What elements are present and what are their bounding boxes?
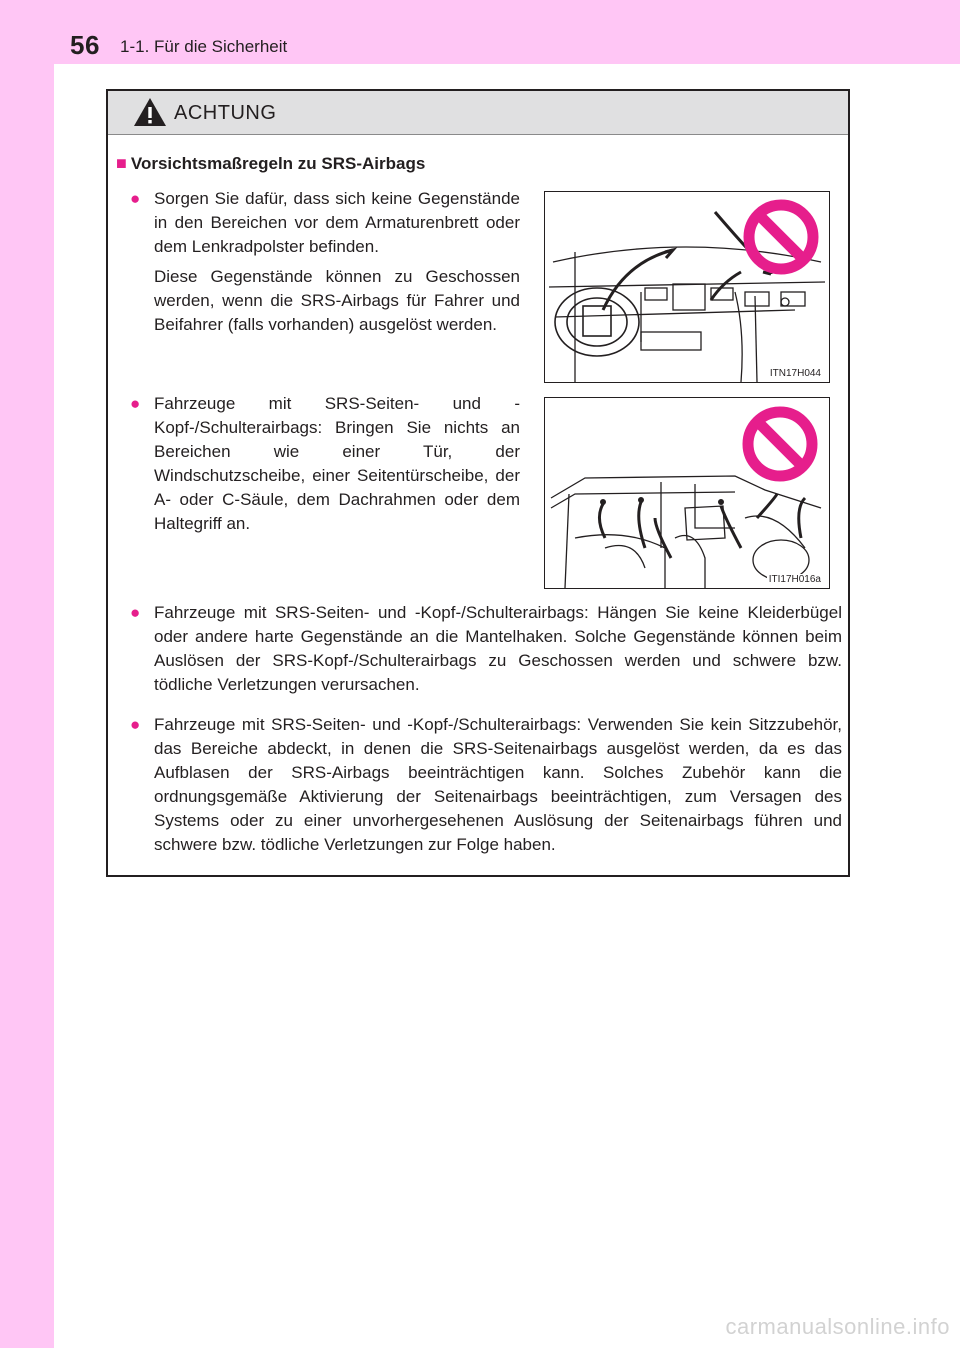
interior-illustration bbox=[544, 397, 830, 589]
square-bullet-icon: ■ bbox=[116, 153, 127, 173]
section-title: 1-1. Für die Sicherheit bbox=[120, 37, 288, 56]
prohibition-icon bbox=[748, 412, 812, 476]
circle-bullet-icon: ● bbox=[130, 603, 141, 622]
prohibition-icon bbox=[749, 205, 813, 269]
interior-drawing bbox=[545, 398, 829, 588]
circle-bullet-icon: ● bbox=[130, 715, 141, 734]
dashboard-illustration bbox=[544, 191, 830, 383]
item-paragraph: Fahrzeuge mit SRS-Seiten- und -Kopf-/Schulterairbags: Bringen Sie nichts an Bereichen wie einer Tür, der Windschutzscheibe, einer Seitentürscheibe, der A- oder C-Säule, dem Dachrahmen oder dem Haltegriff an. bbox=[154, 394, 520, 533]
section-heading bbox=[116, 153, 425, 174]
item-paragraph: Sorgen Sie dafür, dass sich keine Gegenstände in den Bereichen vor dem Armaturenbrett oder dem Lenkradpolster befinden. bbox=[154, 189, 520, 256]
figure-code: ITN17H044 bbox=[769, 368, 821, 379]
warning-header bbox=[108, 91, 848, 135]
section-heading-text: Vorsichtsmaßregeln zu SRS-Airbags bbox=[130, 154, 426, 173]
side-color-band bbox=[0, 0, 54, 1348]
warning-label: ACHTUNG bbox=[174, 102, 277, 124]
list-item bbox=[130, 601, 842, 697]
item-paragraph: Diese Gegenstände können zu Geschossen werden, wenn die SRS-Airbags für Fahrer und Beifahrer (falls vorhanden) ausgelöst werden. bbox=[154, 267, 520, 334]
figure-code: ITI17H016a bbox=[768, 574, 821, 585]
list-item bbox=[130, 187, 520, 337]
list-item bbox=[130, 713, 842, 857]
watermark: carmanualsonline.info bbox=[725, 1314, 950, 1339]
warning-box bbox=[106, 89, 850, 877]
warning-triangle-icon bbox=[132, 96, 168, 128]
circle-bullet-icon: ● bbox=[130, 189, 141, 208]
item-paragraph: Fahrzeuge mit SRS-Seiten- und -Kopf-/Schulterairbags: Verwenden Sie kein Sitzzubehör, das Bereiche abdeckt, in denen die SRS-Seitenairbags ausgelöst werden, da es das Aufblasen der SRS-Airbags beeinträchtigen kann. Solches Zubehör kann die ordnungsgemäße Aktivierung der Seitenairbags beeinträchtigen, zum Versagen des Systems oder zu einer unvorhergesehenen Auslösung der Seitenairbags führen und schwere bzw. tödliche Verletzungen zur Folge haben. bbox=[154, 715, 842, 854]
dashboard-drawing bbox=[545, 192, 829, 382]
circle-bullet-icon: ● bbox=[130, 394, 141, 413]
page-number: 56 bbox=[70, 30, 100, 60]
list-item bbox=[130, 392, 520, 536]
item-paragraph: Fahrzeuge mit SRS-Seiten- und -Kopf-/Schulterairbags: Hängen Sie keine Kleiderbügel oder andere harte Gegenstände an die Mantelhaken. Solche Gegenstände können beim Auslösen der SRS-Kopf-/Schulterairbags zu Geschossen werden und schwere bzw. tödliche Verletzungen verursachen. bbox=[154, 603, 842, 694]
